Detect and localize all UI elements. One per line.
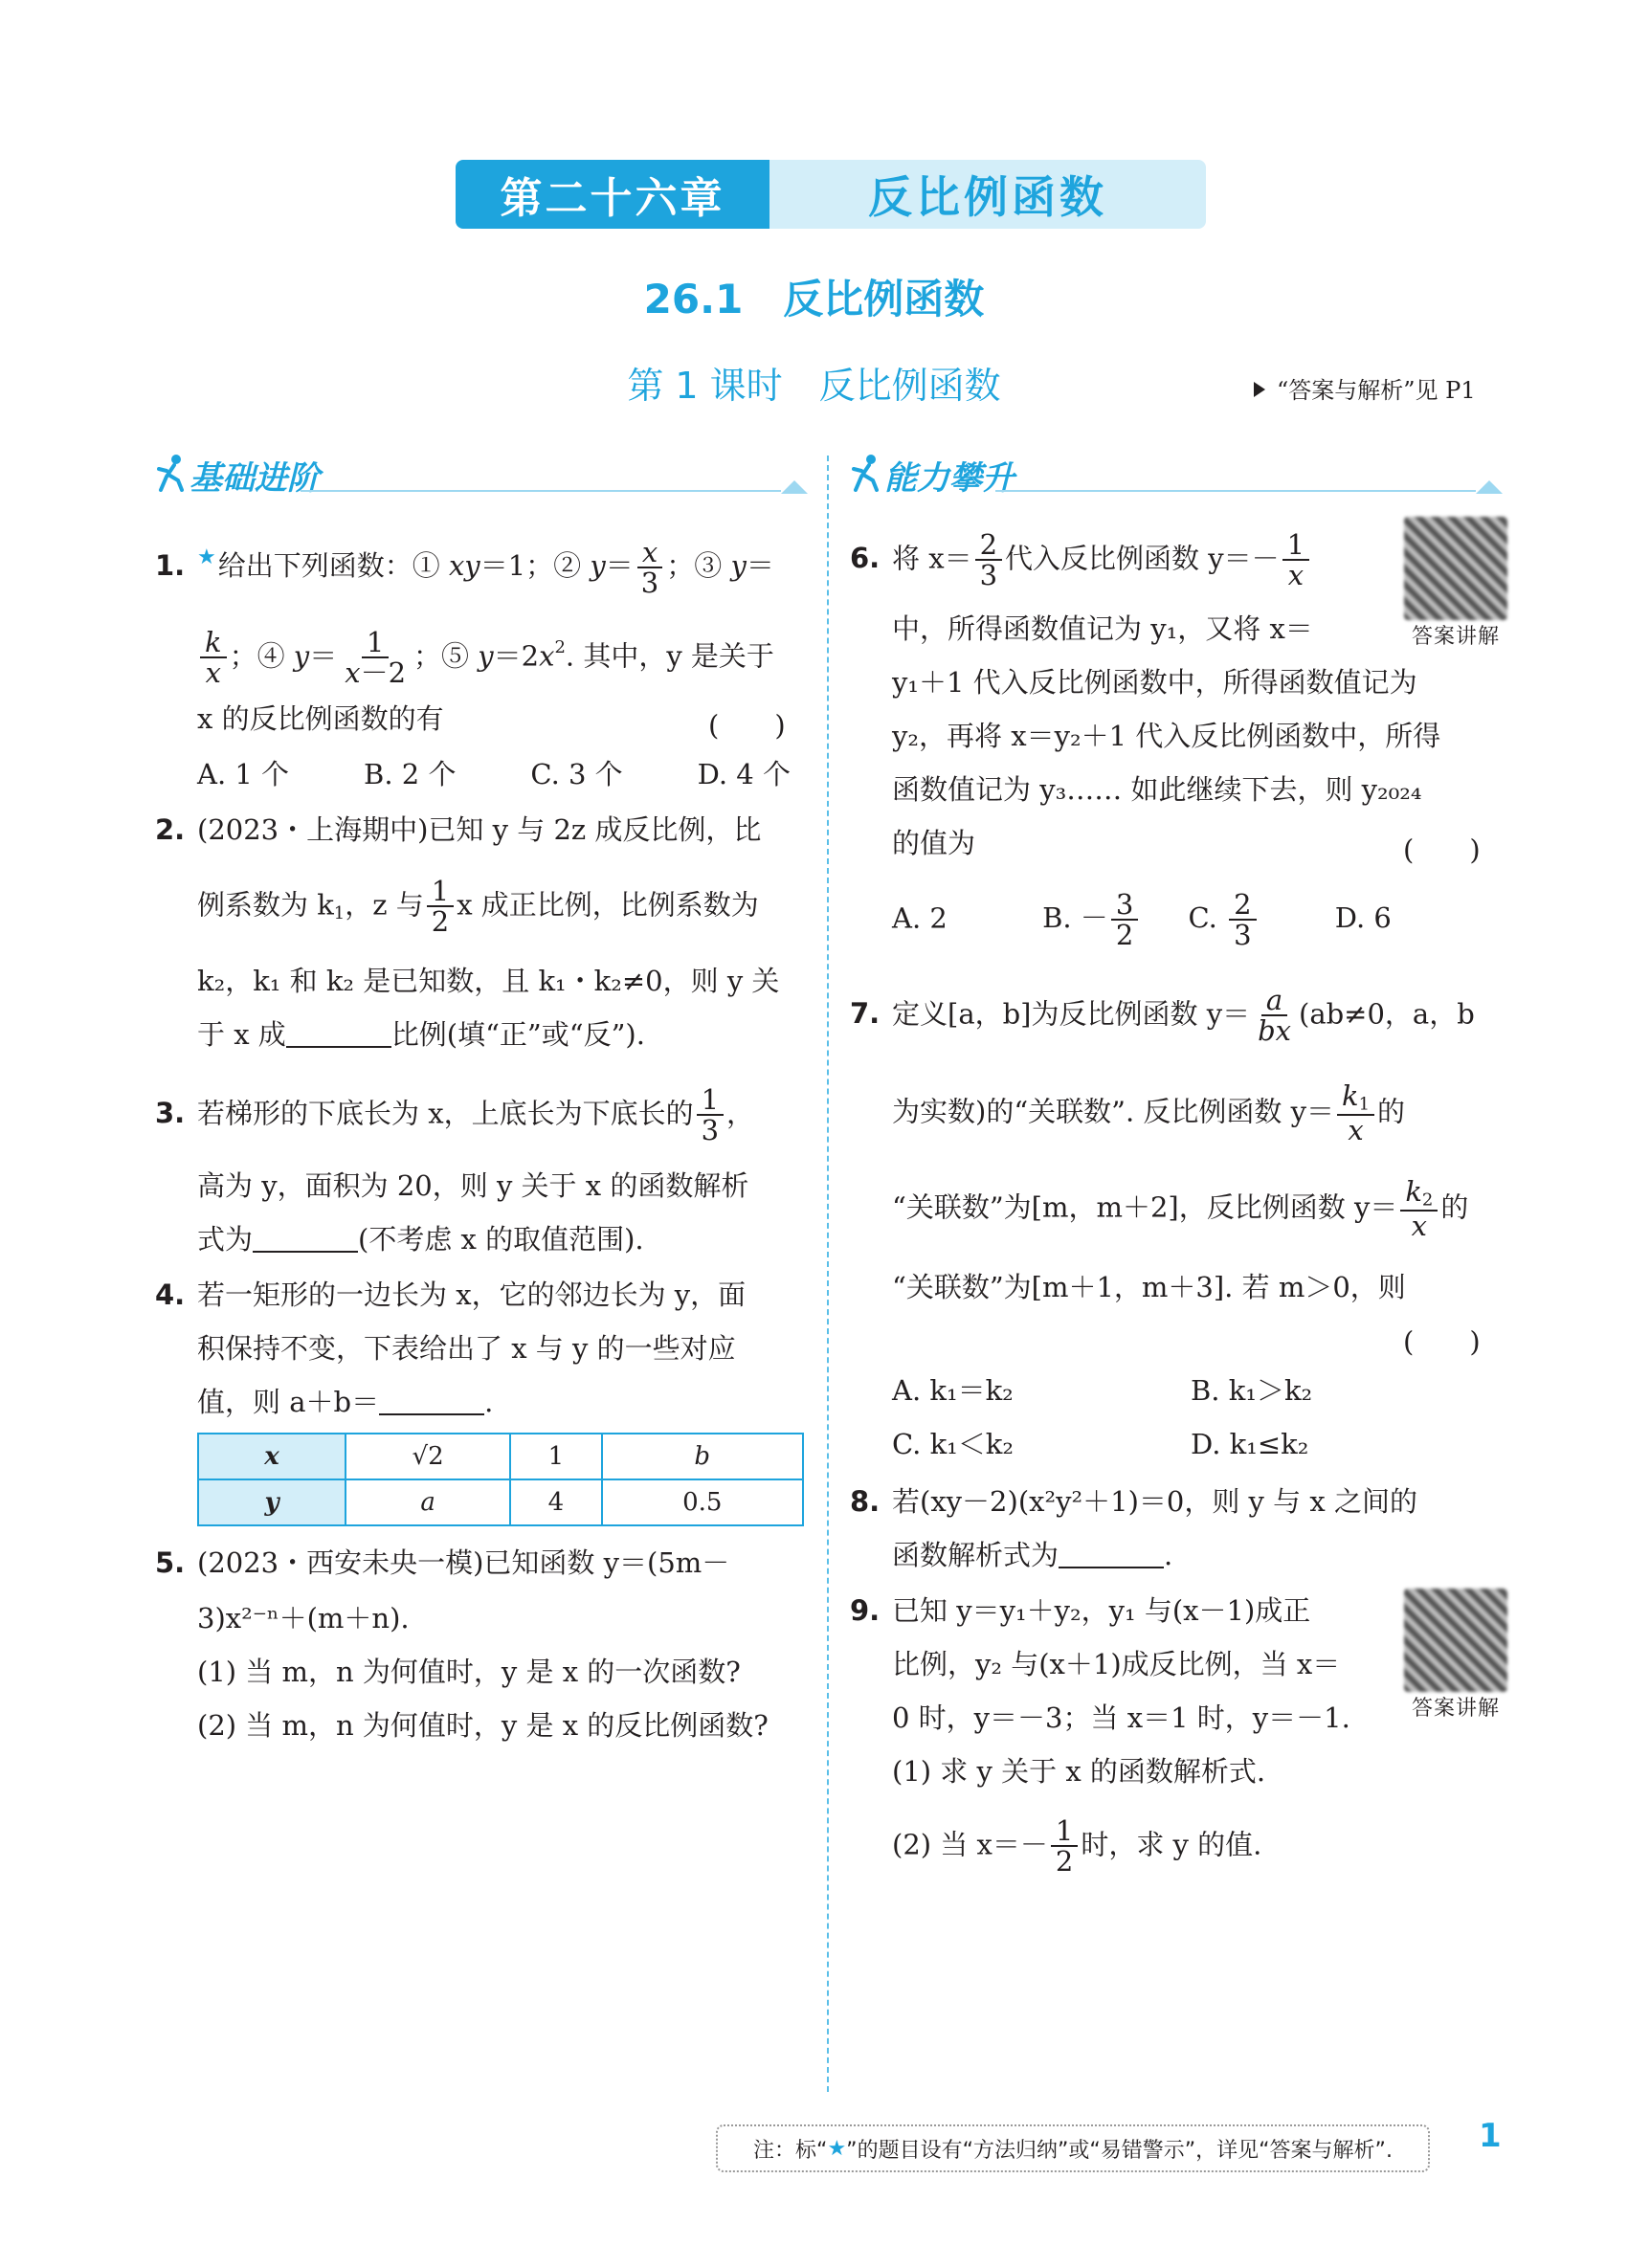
question-2-line3: k₂，k₁ 和 k₂ 是已知数，且 k₁・k₂≠0，则 y 关 bbox=[197, 965, 780, 997]
answer-blank[interactable] bbox=[253, 1222, 358, 1253]
star-icon: ★ bbox=[827, 2136, 847, 2161]
question-9 bbox=[850, 1583, 1310, 1638]
table-row bbox=[198, 1434, 803, 1479]
option-a: A. 2 bbox=[892, 901, 948, 935]
answer-paren: ( ) bbox=[1403, 1325, 1481, 1358]
q2-line1: (2023・上海期中)已知 y 与 2z 成反比例，比 bbox=[197, 813, 762, 846]
q4-line1: 若一矩形的一边长为 x，它的邻边长为 y，面 bbox=[197, 1279, 747, 1311]
question-4-line2: 积保持不变，下表给出了 x 与 y 的一些对应 bbox=[197, 1332, 736, 1365]
question-9-line3: 0 时，y＝－3；当 x＝1 时，y＝－1. bbox=[892, 1701, 1350, 1734]
q2-line4a: 于 x 成 bbox=[197, 1018, 286, 1051]
option-c: C. 3 个 bbox=[530, 758, 623, 790]
q4-line3a: 值，则 a＋b＝ bbox=[197, 1386, 380, 1418]
qr-caption: 答案讲解 bbox=[1411, 1697, 1500, 1721]
qr-block-1[interactable] bbox=[1394, 517, 1518, 650]
question-9-sub1: (1) 求 y 关于 x 的函数解析式. bbox=[892, 1755, 1266, 1788]
q1-text-b: 其中，y 是关于 bbox=[583, 639, 774, 673]
column-divider bbox=[827, 456, 829, 2092]
q9-sub2a: (2) 当 x＝－ bbox=[892, 1828, 1048, 1861]
mountain-icon bbox=[781, 480, 808, 494]
section-heading-label: 基础进阶 bbox=[190, 459, 320, 498]
table-cell: 4 bbox=[510, 1479, 601, 1525]
question-number: 2. bbox=[155, 813, 186, 846]
footer-note bbox=[716, 2124, 1430, 2172]
table-cell: 1 bbox=[510, 1434, 601, 1479]
question-1-options bbox=[197, 746, 791, 802]
q7-line1b: (ab≠0，a，b bbox=[1299, 997, 1475, 1031]
value-table bbox=[197, 1433, 804, 1526]
chapter-banner bbox=[456, 160, 1206, 229]
question-3-line3 bbox=[197, 1212, 644, 1267]
question-8 bbox=[850, 1474, 1417, 1529]
q3-line3b: (不考虑 x 的取值范围). bbox=[358, 1223, 644, 1256]
option-c: C. $\frac{2}{3}$ bbox=[1188, 901, 1259, 934]
question-7-line3: “关联数”为[m，m＋2]，反比例函数 y＝ $\frac{k_2}{x}$ 的 bbox=[892, 1175, 1469, 1243]
answer-reference-text: “答案与解析”见 P1 bbox=[1277, 377, 1476, 404]
question-2-line4 bbox=[197, 1007, 645, 1062]
q8-line1: 若(xy－2)(x²y²＋1)＝0，则 y 与 x 之间的 bbox=[892, 1485, 1417, 1518]
play-arrow-icon bbox=[1254, 382, 1265, 397]
question-6-options bbox=[892, 890, 1392, 950]
answer-blank[interactable] bbox=[1059, 1538, 1164, 1568]
option-b: B. 2 个 bbox=[364, 758, 457, 790]
runner-icon bbox=[157, 454, 186, 492]
section-title: 26.1 反比例函数 bbox=[643, 276, 985, 322]
question-7-line4: “关联数”为[m＋1，m＋3]. 若 m＞0，则 bbox=[892, 1271, 1406, 1303]
chapter-label: 第二十六章 bbox=[456, 160, 769, 229]
question-number: 3. bbox=[155, 1097, 186, 1130]
question-3: 3. 若梯形的下底长为 x，上底长为下底长的 $\frac{1}{3}$ ， bbox=[155, 1083, 755, 1147]
answer-paren: ( ) bbox=[1403, 834, 1481, 866]
answer-blank[interactable] bbox=[286, 1017, 391, 1048]
qr-code-icon[interactable] bbox=[1404, 1589, 1507, 1692]
option-d: D. 6 bbox=[1334, 901, 1392, 935]
option-b: B. － $\frac{3}{2}$ bbox=[1042, 901, 1141, 934]
q2-line2c: x 成正比例，比例系数为 bbox=[457, 888, 759, 922]
option-c: C. k₁＜k₂ bbox=[892, 1428, 1014, 1460]
q7-line1a: 定义[a，b]为反比例函数 y＝ bbox=[892, 997, 1251, 1031]
question-number: 7. bbox=[850, 997, 881, 1031]
option-d: D. k₁≤k₂ bbox=[1191, 1428, 1309, 1460]
footer-note-b: ”的题目设有“方法归纳”或“易错警示”，详见“答案与解析”. bbox=[846, 2138, 1393, 2163]
q6-line1b: 代入反比例函数 y＝－ bbox=[1005, 542, 1280, 575]
qr-caption: 答案讲解 bbox=[1411, 625, 1500, 649]
question-number: 9. bbox=[850, 1594, 881, 1627]
q4-line3b: . bbox=[484, 1386, 494, 1418]
table-cell: b bbox=[602, 1434, 803, 1479]
question-number: 4. bbox=[155, 1279, 186, 1311]
sqrt-two: √2 bbox=[412, 1442, 444, 1471]
answer-paren: ( ) bbox=[708, 709, 786, 742]
q7-line2a: 为实数)的“关联数”. 反比例函数 y＝ bbox=[892, 1095, 1335, 1128]
question-6: 6. 将 x＝ $\frac{2}{3}$ 代入反比例函数 y＝－ $\frac{1}{x}$ bbox=[850, 530, 1312, 590]
lesson-title: 第 1 课时 反比例函数 bbox=[627, 365, 1001, 407]
answer-blank[interactable] bbox=[379, 1385, 484, 1415]
table-row bbox=[198, 1479, 803, 1525]
table-cell: 0.5 bbox=[602, 1479, 803, 1525]
question-2 bbox=[155, 802, 761, 857]
table-cell bbox=[346, 1434, 510, 1479]
option-b: B. k₁＞k₂ bbox=[1191, 1374, 1313, 1407]
chapter-title: 反比例函数 bbox=[769, 160, 1206, 229]
question-number: 8. bbox=[850, 1485, 881, 1518]
question-2-line2: 例系数为 $k_1$，z 与 $\frac{1}{2}$ x 成正比例，比例系数为 bbox=[197, 875, 759, 939]
question-5-sub1: (1) 当 m，n 为何值时，y 是 x 的一次函数? bbox=[197, 1656, 741, 1688]
q8-line2a: 函数解析式为 bbox=[892, 1539, 1059, 1571]
question-1: 1. ★给出下列函数：① xy＝1；② y＝ $\frac{x}{3}$ ；③ y＝ bbox=[155, 535, 774, 599]
qr-code-icon[interactable] bbox=[1404, 517, 1507, 620]
q5-line1: (2023・西安未央一模)已知函数 y＝(5m－ bbox=[197, 1546, 730, 1579]
question-number: 6. bbox=[850, 542, 881, 575]
question-1-line2: $\frac{k}{x}$ ；④ y＝ $\frac{1}{x-2}$ ；⑤ $y=2x^2$. 其中，y 是关于 bbox=[197, 620, 774, 688]
qr-block-2[interactable] bbox=[1394, 1589, 1518, 1722]
section-heading-advanced bbox=[852, 452, 1503, 496]
q9-sub2b: 时，求 y 的值. bbox=[1081, 1828, 1262, 1861]
runner-icon bbox=[852, 454, 881, 492]
q7-line2b: 的 bbox=[1377, 1095, 1406, 1128]
q7-line3b: 的 bbox=[1440, 1190, 1469, 1224]
mountain-icon bbox=[1476, 480, 1503, 494]
question-8-line2 bbox=[892, 1527, 1172, 1583]
q9-line1: 已知 y＝y₁＋y₂，y₁ 与(x－1)成正 bbox=[892, 1594, 1311, 1627]
answer-reference[interactable] bbox=[1254, 371, 1476, 405]
question-9-sub2: (2) 当 x＝－ $\frac{1}{2}$ 时，求 y 的值. bbox=[892, 1814, 1262, 1879]
table-cell: a bbox=[346, 1479, 510, 1525]
section-heading-label: 能力攀升 bbox=[884, 459, 1015, 498]
question-7-line2: 为实数)的“关联数”. 反比例函数 y＝ $\frac{k_1}{x}$ 的 bbox=[892, 1079, 1406, 1147]
star-icon: ★ bbox=[197, 545, 216, 569]
question-number: 5. bbox=[155, 1546, 186, 1579]
footer-note-a: 注：标“ bbox=[753, 2138, 828, 2163]
q1-text: 给出下列函数：① bbox=[217, 549, 449, 582]
question-6-line6: 的值为 bbox=[892, 827, 976, 859]
question-4-line3 bbox=[197, 1374, 493, 1430]
q3-line1: 若梯形的下底长为 x，上底长为下底长的 bbox=[197, 1097, 694, 1130]
table-cell: x bbox=[198, 1434, 346, 1479]
option-d: D. 4 个 bbox=[697, 758, 791, 790]
question-4 bbox=[155, 1267, 746, 1323]
question-6-line3: y₁＋1 代入反比例函数中，所得函数值记为 bbox=[892, 666, 1417, 699]
question-6-line5: 函数值记为 y₃…… 如此继续下去，则 y₂₀₂₄ bbox=[892, 773, 1422, 806]
question-5 bbox=[155, 1535, 729, 1590]
question-3-line2: 高为 y，面积为 20，则 y 关于 x 的函数解析 bbox=[197, 1169, 749, 1202]
page-number: 1 bbox=[1479, 2117, 1502, 2155]
question-5-sub2: (2) 当 m，n 为何值时，y 是 x 的反比例函数? bbox=[197, 1709, 769, 1742]
question-5-line2: 3)x²⁻ⁿ＋(m＋n). bbox=[197, 1602, 410, 1634]
question-7: 7. 定义[a，b]为反比例函数 y＝ $\frac{a}{bx}$ (ab≠0，a，b bbox=[850, 984, 1475, 1048]
q6-line1a: 将 x＝ bbox=[892, 542, 972, 575]
option-a: A. 1 个 bbox=[197, 758, 290, 790]
q7-line3a: “关联数”为[m，m＋2]，反比例函数 y＝ bbox=[892, 1190, 1398, 1224]
q2-line4b: 比例(填“正”或“反”). bbox=[390, 1018, 645, 1051]
question-6-line2: 中，所得函数值记为 y₁，又将 x＝ bbox=[892, 612, 1313, 645]
question-6-line4: y₂，再将 x＝y₂＋1 代入反比例函数中，所得 bbox=[892, 720, 1441, 752]
option-a: A. k₁＝k₂ bbox=[892, 1374, 1014, 1407]
question-9-line2: 比例，y₂ 与(x＋1)成反比例，当 x＝ bbox=[892, 1648, 1341, 1680]
q3-line3a: 式为 bbox=[197, 1223, 254, 1256]
q2-line2a: 例系数为 k bbox=[197, 888, 334, 922]
question-1-line3: x 的反比例函数的有 bbox=[197, 702, 444, 735]
q2-line2b: ，z 与 bbox=[345, 888, 424, 922]
question-number: 1. bbox=[155, 549, 186, 582]
section-heading-basic bbox=[157, 452, 808, 496]
q8-line2b: . bbox=[1164, 1539, 1173, 1571]
table-cell: y bbox=[198, 1479, 346, 1525]
